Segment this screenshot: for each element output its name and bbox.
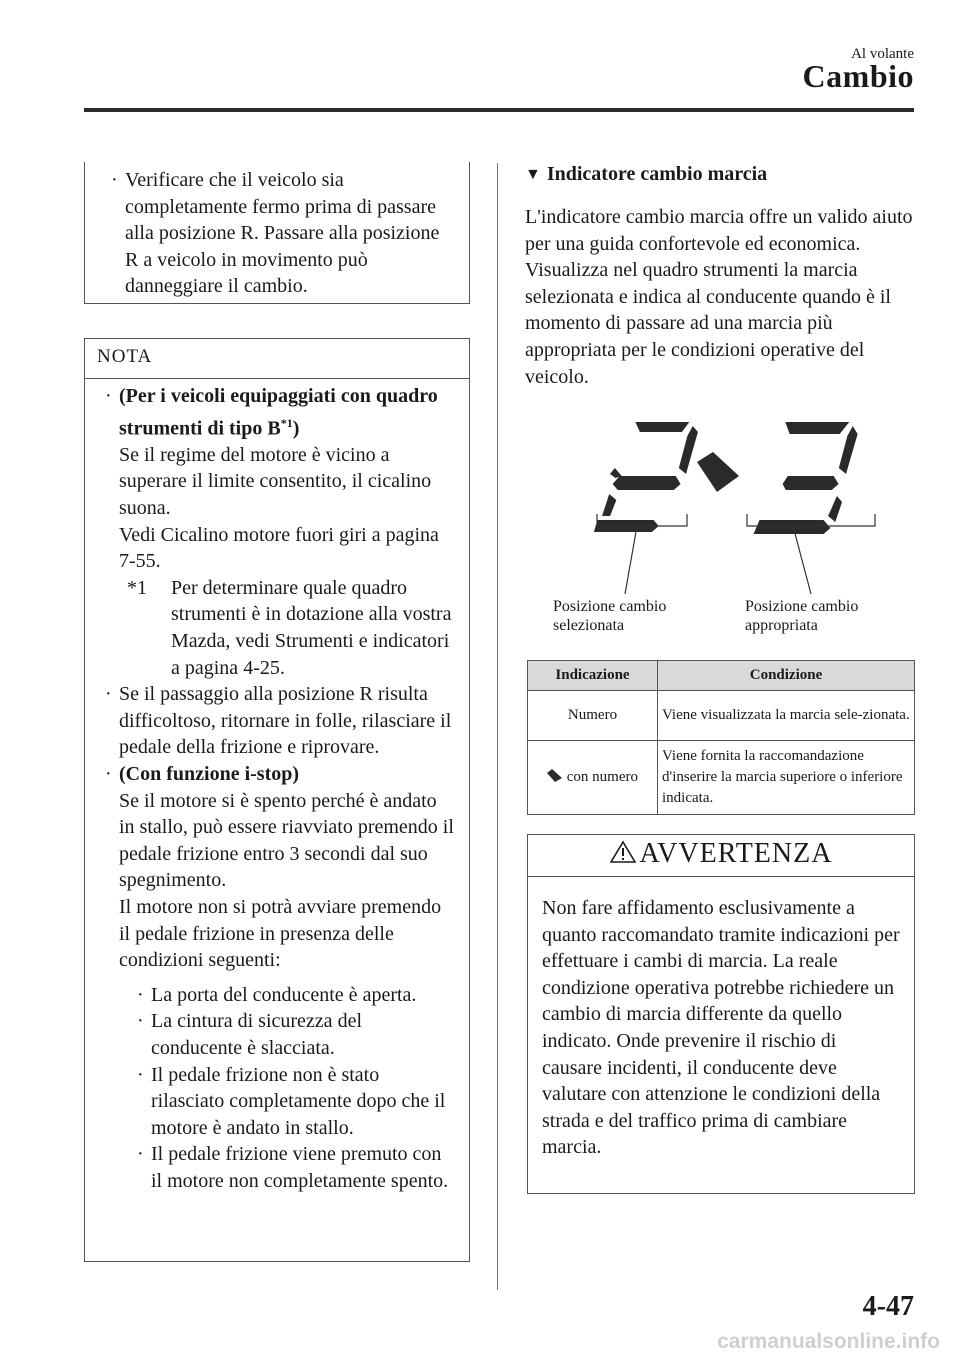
page-title: Cambio <box>802 58 914 94</box>
list-item: · La porta del conducente è aperta. <box>137 982 457 1009</box>
nota-item-1-heading: (Per i veicoli equipaggiati con quadro strumenti di tipo $B^{*1}$) <box>119 385 438 440</box>
table-row <box>528 691 915 741</box>
caution-item: · Verificare che il veicolo sia completamente fermo prima di passare alla posizione R. Passare alla posizione R a veicolo in movimento può danneggiare il cambio. <box>111 169 440 298</box>
section-paragraph: L'indicatore cambio marcia offre un valido aiuto per una guida confortevole ed economica. Visualizza nel quadro strumenti la marcia selezionata e indica al conducente quando è il momento di passare ad una marcia più appropriata per le condizioni operative del veicolo. <box>525 206 913 388</box>
table-cell-indication: con numero <box>528 741 658 815</box>
shift-arrow-icon <box>547 768 563 782</box>
triangle-down-icon: ▼ <box>525 166 541 183</box>
nota-item-1-reference: Vedi Cicalino motore fuori giri a pagina 7-55. <box>119 523 439 573</box>
nota-item-1 <box>105 383 457 681</box>
appropriate-gear-label: Posizione cambio appropriata <box>745 598 859 634</box>
condition-list <box>119 982 457 1195</box>
nota-box <box>84 338 470 1262</box>
nota-item-3-text-1: Se il motore si è spento perché è andato in stallo, può essere riavviato premendo il pedale frizione entro 3 secondi dal suo spegnimento. <box>119 789 454 892</box>
table-cell-condition: Viene fornita la raccomandazione d'inserire la marcia superiore o inferiore indicata. <box>658 741 915 815</box>
bullet-icon: · <box>105 385 112 407</box>
nota-item-3-text-2: Il motore non si potrà avviare premendo il pedale frizione in presenza delle condizioni seguenti: <box>119 895 442 972</box>
digit-two-icon <box>594 422 699 532</box>
table-header-condition: Condizione <box>658 661 915 691</box>
caution-continued-box <box>84 162 470 304</box>
label-brackets <box>597 514 875 594</box>
shift-arrow-icon <box>697 452 739 492</box>
nota-item-2: · Se il passaggio alla posizione R risulta difficoltoso, ritornare in folle, rilasciare il pedale della frizione e riprovare. <box>105 683 452 759</box>
table-row <box>528 741 915 815</box>
bullet-icon: · <box>137 1010 144 1033</box>
bullet-icon: · <box>111 169 118 191</box>
footnote: *1 Per determinare quale quadro strumenti è in dotazione alla vostra Mazda, vedi Strumenti e indicatori a pagina 4-25. <box>127 576 452 679</box>
header-section: Al volante <box>851 46 914 62</box>
footnote-mark: *1 <box>127 576 147 599</box>
nota-item-3 <box>105 761 457 1195</box>
indication-table <box>527 660 915 815</box>
table-header-indication: Indicazione <box>528 661 658 691</box>
bullet-icon: · <box>137 1143 144 1166</box>
watermark: carmanualsonline.info <box>717 1330 940 1353</box>
bullet-icon: · <box>137 1063 144 1086</box>
column-divider <box>497 163 498 1290</box>
warning-title: AVVERTENZA <box>528 835 914 877</box>
list-item: · Il pedale frizione non è stato rilasciato completamente dopo che il motore è andato in stallo. <box>137 1063 446 1139</box>
selected-gear-label: Posizione cambio selezionata <box>553 598 667 634</box>
page-number: 4-47 <box>862 1291 914 1322</box>
warning-box <box>527 834 915 1194</box>
header-rule <box>84 108 914 112</box>
bullet-icon: · <box>105 683 112 706</box>
nota-item-3-heading: (Con funzione i-stop) <box>119 762 300 785</box>
nota-item-1-text: Se il regime del motore è vicino a superare il limite consentito, il cicalino suona. <box>119 443 432 520</box>
list-item: · Il pedale frizione viene premuto con il motore non completamente spento. <box>137 1143 449 1192</box>
section-heading: ▼ Indicatore cambio marcia <box>525 163 768 185</box>
warning-triangle-icon <box>610 840 636 864</box>
warning-text: Non fare affidamento esclusivamente a quanto raccomandato tramite indicazioni per effettuare i cambi di marcia. La reale condizione operativa potrebbe richiedere un cambio di marcia differente da quello indicato. Onde prevenire il rischio di causare incidenti, il conducente deve valutare con attenzione le condizioni della strada e del traffico prima di cambiare marcia. <box>542 897 900 1159</box>
table-cell-condition: Viene visualizzata la marcia sele-zionata. <box>658 691 915 741</box>
digit-three-icon <box>754 422 860 534</box>
bullet-icon: · <box>137 983 144 1006</box>
right-column <box>525 160 915 390</box>
list-item: · La cintura di sicurezza del conducente è slacciata. <box>137 1010 362 1059</box>
gear-indicator-figure <box>525 410 915 645</box>
nota-title: NOTA <box>85 339 469 379</box>
table-cell-indication: Numero <box>528 691 658 741</box>
bullet-icon: · <box>105 762 112 785</box>
